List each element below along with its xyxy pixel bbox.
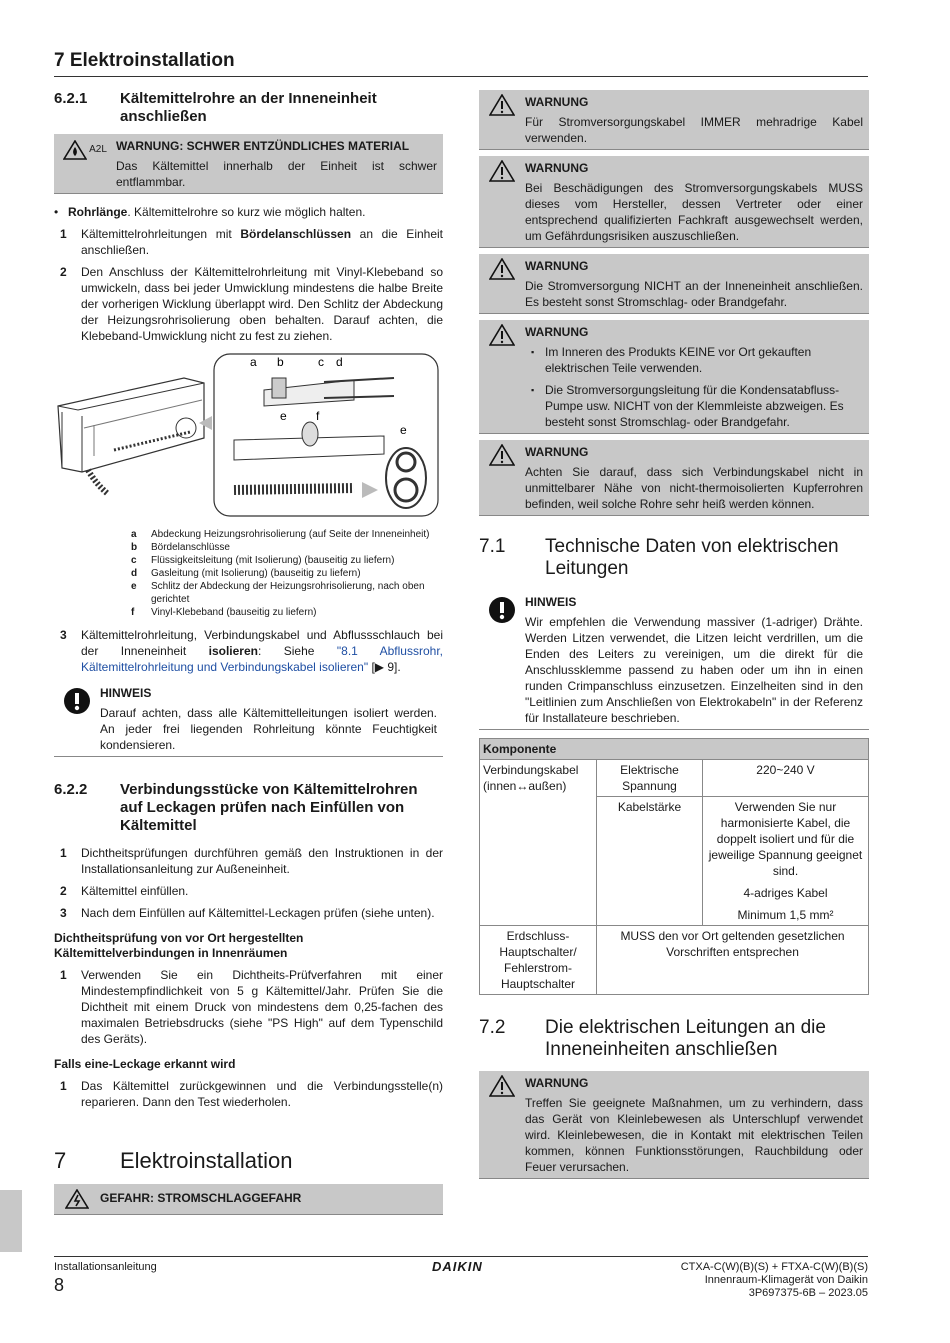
legend-text: Vinyl-Klebeband (bauseitig zu liefern) — [151, 607, 317, 618]
item-text: : Siehe — [257, 644, 337, 658]
legend-row — [131, 606, 431, 619]
table-header: Komponente — [480, 739, 869, 760]
bullet-text: . Kältemittelrohre so kurz wie möglich halten. — [127, 205, 366, 219]
figure-legend — [131, 528, 431, 619]
legend-row — [131, 528, 431, 541]
installation-figure — [54, 350, 443, 520]
section-number: 6.2.1 — [54, 90, 88, 107]
left-column — [54, 90, 443, 1215]
legend-text: Flüssigkeitsleitung (mit Isolierung) (bauseitig zu liefern) — [151, 555, 395, 566]
warning-icon — [479, 440, 525, 515]
item-text: Kältemittelrohrleitungen mit — [81, 227, 241, 241]
item-text: an die Einheit anschließen. — [81, 227, 444, 257]
item-text: Kältemittel einfüllen. — [81, 884, 189, 898]
item-number: 2 — [60, 265, 67, 279]
cable-spec-table — [479, 738, 869, 995]
warning-box — [479, 90, 869, 150]
chapter-number: 7 — [54, 1148, 67, 1173]
list-item — [54, 967, 443, 1047]
warning-box — [479, 156, 869, 248]
legend-row — [131, 567, 431, 580]
list-item — [54, 905, 443, 921]
label-a: a — [250, 355, 257, 369]
note-heading: HINWEIS — [525, 595, 577, 609]
legend-text: Bördelanschlüsse — [151, 542, 230, 553]
footer-rule — [54, 1256, 868, 1257]
label-f: f — [316, 409, 320, 423]
list-item — [54, 845, 443, 877]
table-cell: Erdschluss-Hauptschalter/ Fehlerstrom-Hauptschalter — [480, 926, 597, 995]
item-text-bold: Bördelanschlüssen — [240, 227, 352, 241]
warning-box — [479, 320, 869, 434]
electric-shock-icon — [54, 1184, 100, 1214]
header-rule — [54, 76, 868, 77]
item-text: Kältemittelrohrleitung, Verbindungskabel und Abflussschlauch bei der Inneneinheit — [81, 628, 443, 658]
warning-text: Die Stromversorgung NICHT an der Inneneinheit anschließen. Es besteht sonst Stromschlag- oder Brandgefahr. — [525, 279, 863, 309]
subheading: Falls eine-Leckage erkannt wird — [54, 1057, 236, 1071]
legend-row — [131, 580, 431, 606]
table-cell: 220~240 V — [703, 760, 869, 797]
legend-text: Schlitz der Abdeckung der Heizungsrohrisolierung, nach oben gerichtet — [151, 581, 425, 605]
warning-heading: WARNUNG — [525, 325, 589, 339]
cross-reference-link[interactable]: "8.1 Abflussrohr, Kältemittelrohrleitung und Verbindungskabel isolieren" — [81, 644, 443, 674]
cell-line: Minimum 1,5 mm² — [737, 908, 834, 922]
a2l-badge: A2L — [89, 144, 107, 155]
notice-icon — [54, 681, 100, 756]
warning-heading: WARNUNG — [525, 445, 589, 459]
list-item — [54, 1078, 443, 1110]
section-number: 6.2.2 — [54, 781, 88, 798]
footer-product: Innenraum-Klimagerät von Daikin — [704, 1274, 868, 1286]
item-number: 1 — [60, 846, 67, 860]
legend-key: c — [131, 555, 137, 566]
notice-icon — [479, 590, 525, 729]
footer-doc-id: 3P697375-6B – 2023.05 — [748, 1287, 868, 1299]
legend-key: d — [131, 568, 138, 579]
item-text: Dichtheitsprüfungen durchführen gemäß den Instruktionen in der Installationsanleitung zur Außeneinheit. — [81, 846, 443, 876]
warning-icon — [479, 254, 525, 313]
warning-heading: WARNUNG: SCHWER ENTZÜNDLICHES MATERIAL — [116, 139, 410, 153]
item-number: 1 — [60, 227, 67, 241]
footer-info — [681, 1261, 868, 1300]
label-e: e — [280, 409, 287, 423]
danger-heading: GEFAHR: STROMSCHLAGGEFAHR — [100, 1191, 302, 1205]
warning-list-item: ▪ Die Stromversorgungsleitung für die Kondensatabfluss-Pumpe usw. NICHT von der Klemmleiste abzweigen. Es besteht sonst Stromschlag- oder Brandgefahr. — [525, 382, 863, 430]
note-box — [479, 590, 869, 730]
chapter-title: Elektroinstallation — [120, 1148, 293, 1173]
legend-key: e — [131, 581, 137, 592]
table-cell: Verbindungskabel (innen↔außen) — [480, 760, 597, 926]
note-box — [54, 681, 443, 757]
danger-box — [54, 1184, 443, 1215]
table-cell: MUSS den vor Ort geltenden gesetzlichen Vorschriften entsprechen — [597, 926, 869, 995]
item-text: Verwenden Sie ein Dichtheits-Prüfverfahren mit einer Mindestempfindlichkeit von 5 g Kältemittel/Jahr. Prüfen Sie die Dichtheit mit einem Druck von mindestens dem 0,25-fachen des maximalen Betriebsdrucks (siehe "PS High" auf dem Typenschild des Geräts). — [81, 968, 443, 1046]
bullet-bold: Rohrlänge — [68, 205, 128, 219]
warning-text: Treffen Sie geeignete Maßnahmen, um zu verhindern, dass das Gerät von Kleinlebewesen als Unterschlupf verwendet wird. Kleinlebewesen, die in Kontakt mit elektrischen Teilen kommen, können Funktionsstörungen, Rauchbildung oder Feuer verursachen. — [525, 1096, 863, 1174]
legend-text: Gasleitung (mit Isolierung) (bauseitig zu liefern) — [151, 568, 361, 579]
legend-key: a — [131, 529, 137, 540]
legend-key: f — [131, 607, 135, 618]
section-title: Technische Daten von elektrischen Leitungen — [545, 536, 839, 579]
cell-line: Verwenden Sie nur harmonisierte Kabel, die doppelt isoliert und für die jeweilige Spannung geeignet sind. — [708, 800, 863, 878]
item-number: 1 — [60, 1079, 67, 1093]
section-title: Verbindungsstücke von Kältemittelrohren auf Leckagen prüfen nach Einfüllen von Kältemittel — [120, 781, 418, 834]
warning-icon — [479, 1071, 525, 1178]
section-number: 7.2 — [479, 1017, 506, 1038]
flammable-warning-box — [54, 134, 443, 194]
item-text: Das Kältemittel zurückgewinnen und die Verbindungsstelle(n) reparieren. Dann den Test wiederholen. — [81, 1079, 443, 1109]
page-header-title: 7 Elektroinstallation — [54, 50, 235, 71]
label-c: c — [318, 355, 324, 369]
warning-text: Bei Beschädigungen des Stromversorgungskabels MUSS dieses vom Hersteller, dessen Vertreter oder einer entsprechend qualifizierten Fachkraft ausgewechselt werden, um Gefährdungsrisiken auszuschließen. — [525, 181, 863, 243]
item-number: 2 — [60, 884, 67, 898]
item-number: 1 — [60, 968, 67, 982]
flammable-warning-icon — [54, 134, 116, 193]
page-number: 8 — [54, 1275, 65, 1295]
footer-doc-type: Installationsanleitung — [54, 1261, 157, 1273]
table-cell — [703, 797, 869, 926]
daikin-logo: DAIKIN — [432, 1259, 483, 1274]
label-d: d — [336, 355, 343, 369]
warning-box — [479, 440, 869, 516]
warning-box — [479, 254, 869, 314]
item-number: 3 — [60, 906, 67, 920]
warning-icon — [479, 320, 525, 433]
section-title: Kältemittelrohre an der Inneneinheit anschließen — [120, 90, 377, 125]
list-item — [54, 883, 443, 899]
warning-box — [479, 1071, 869, 1179]
item-text: Den Anschluss der Kältemittelrohrleitung mit Vinyl-Klebeband so umwickeln, dass bei jeder Umwicklung mindestens die halbe Breite der vorherigen Wicklung überlappt wird. Den Schlitz der Abdeckung der Heizungsrohrisolierung oben behalten. Darauf achten, die Klebeband-Umwicklung nicht zu fest zu ziehen. — [81, 265, 443, 343]
warning-icon — [479, 156, 525, 247]
note-heading: HINWEIS — [100, 686, 152, 700]
list-item: • Rohrlänge. Kältemittelrohre so kurz wie möglich halten. — [54, 205, 366, 219]
item-number: 3 — [60, 628, 67, 642]
page-reference: [▶ 9]. — [368, 660, 401, 674]
item-text-bold: isolieren — [208, 644, 258, 658]
warning-heading: WARNUNG — [525, 259, 589, 273]
warning-text: Das Kältemittel innerhalb der Einheit ist schwer entflammbar. — [116, 159, 437, 189]
list-item — [54, 264, 443, 344]
warning-heading: WARNUNG — [525, 1076, 589, 1090]
note-text: Wir empfehlen die Verwendung massiver (1-adriger) Drähte. Werden Litzen verwendet, die Litzen leicht verdrillen, um die Enden des Leiters zu vereinigen, um die direkt für die Anschlussklemme passend zu haben oder um ihn in einen runden Crimpanschluss einzusetzen. Einzelheiten sind in den "Leitlinien zum Anschließen von Elektrokabeln" in der Referenz für Installateure beschrieben. — [525, 615, 863, 725]
label-b: b — [277, 355, 284, 369]
warning-heading: WARNUNG — [525, 161, 589, 175]
legend-row — [131, 541, 431, 554]
legend-key: b — [131, 542, 138, 553]
cell-line: 4-adriges Kabel — [743, 886, 828, 900]
subheading: Dichtheitsprüfung von vor Ort hergestellten Kältemittelverbindungen in Innenräumen — [54, 931, 304, 960]
note-text: Darauf achten, dass alle Kältemittelleitungen isoliert werden. An jeder frei liegenden Rohrleitung könnte Feuchtigkeit kondensieren. — [100, 706, 437, 752]
warning-text: Für Stromversorgungskabel IMMER mehradrige Kabel verwenden. — [525, 115, 863, 145]
legend-row — [131, 554, 431, 567]
table-cell: Kabelstärke — [597, 797, 703, 926]
side-tab — [0, 1190, 22, 1252]
table-cell: Elektrische Spannung — [597, 760, 703, 797]
legend-text: Abdeckung Heizungsrohrisolierung (auf Seite der Inneneinheit) — [151, 529, 430, 540]
label-e-section: e — [400, 423, 407, 437]
list-item — [54, 627, 443, 675]
warning-icon — [479, 90, 525, 149]
piping-illustration — [54, 350, 443, 520]
item-text: Nach dem Einfüllen auf Kältemittel-Leckagen prüfen (siehe unten). — [81, 906, 435, 920]
section-title: Die elektrischen Leitungen an die Inneneinheiten anschließen — [545, 1017, 826, 1060]
warning-heading: WARNUNG — [525, 95, 589, 109]
right-column — [479, 90, 869, 1179]
section-number: 7.1 — [479, 536, 506, 557]
warning-text: Achten Sie darauf, dass sich Verbindungskabel nicht in unmittelbarer Nähe von nicht-thermoisolierten Kupferrohren befinden, weil solche Rohre sehr heiß werden können. — [525, 465, 863, 511]
footer-model: CTXA-C(W)(B)(S) + FTXA-C(W)(B)(S) — [680, 1261, 868, 1273]
list-item — [54, 226, 443, 258]
warning-list-item: ▪ Im Inneren des Produkts KEINE vor Ort gekauften elektrischen Teile verwenden. — [525, 344, 863, 376]
